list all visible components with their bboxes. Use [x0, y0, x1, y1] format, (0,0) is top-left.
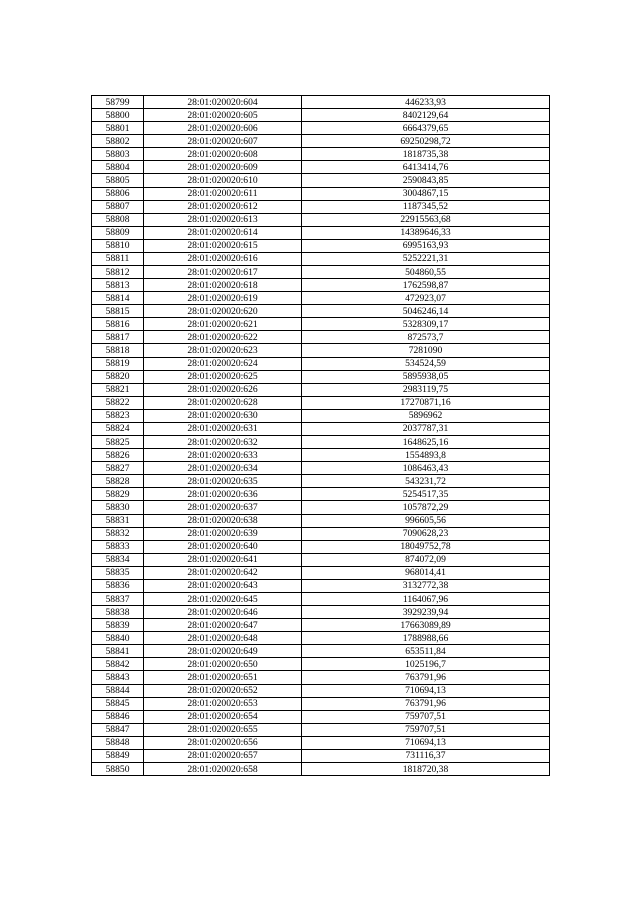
row-number-cell: 58799	[92, 96, 144, 109]
value-cell: 1187345,52	[302, 200, 550, 213]
row-number-cell: 58811	[92, 252, 144, 265]
value-cell: 1762598,87	[302, 279, 550, 292]
cadastral-number-cell: 28:01:020020:646	[144, 606, 302, 619]
row-number-cell: 58838	[92, 606, 144, 619]
table-row	[92, 488, 550, 501]
row-number-cell: 58816	[92, 318, 144, 331]
table-row	[92, 645, 550, 658]
row-number-cell: 58839	[92, 619, 144, 632]
table-row	[92, 449, 550, 462]
table-row	[92, 553, 550, 566]
row-number-cell: 58819	[92, 357, 144, 370]
row-number-cell: 58803	[92, 148, 144, 161]
table-row	[92, 501, 550, 514]
table-row	[92, 462, 550, 475]
table-row	[92, 252, 550, 265]
cadastral-number-cell: 28:01:020020:615	[144, 239, 302, 252]
table-row	[92, 514, 550, 527]
value-cell: 1818735,38	[302, 148, 550, 161]
cadastral-number-cell: 28:01:020020:630	[144, 409, 302, 422]
table-row	[92, 475, 550, 488]
cadastral-number-cell: 28:01:020020:608	[144, 148, 302, 161]
cadastral-number-cell: 28:01:020020:621	[144, 318, 302, 331]
table-row	[92, 226, 550, 239]
row-number-cell: 58834	[92, 553, 144, 566]
value-cell: 653511,84	[302, 645, 550, 658]
cadastral-number-cell: 28:01:020020:658	[144, 762, 302, 775]
cadastral-number-cell: 28:01:020020:656	[144, 736, 302, 749]
value-cell: 759707,51	[302, 723, 550, 736]
table-row	[92, 200, 550, 213]
value-cell: 1086463,43	[302, 462, 550, 475]
value-cell: 17270871,16	[302, 396, 550, 409]
table-row	[92, 606, 550, 619]
cadastral-number-cell: 28:01:020020:637	[144, 501, 302, 514]
table-row	[92, 436, 550, 449]
table-body	[92, 96, 550, 776]
row-number-cell: 58841	[92, 645, 144, 658]
table-row	[92, 383, 550, 396]
row-number-cell: 58835	[92, 566, 144, 579]
row-number-cell: 58825	[92, 436, 144, 449]
table-row	[92, 213, 550, 226]
row-number-cell: 58830	[92, 501, 144, 514]
table-row	[92, 592, 550, 605]
value-cell: 6664379,65	[302, 122, 550, 135]
row-number-cell: 58828	[92, 475, 144, 488]
table-row	[92, 318, 550, 331]
value-cell: 1057872,29	[302, 501, 550, 514]
row-number-cell: 58826	[92, 449, 144, 462]
cadastral-number-cell: 28:01:020020:634	[144, 462, 302, 475]
row-number-cell: 58827	[92, 462, 144, 475]
value-cell: 5252221,31	[302, 252, 550, 265]
cadastral-value-table	[91, 95, 550, 776]
cadastral-number-cell: 28:01:020020:631	[144, 422, 302, 435]
cadastral-number-cell: 28:01:020020:604	[144, 96, 302, 109]
row-number-cell: 58829	[92, 488, 144, 501]
cadastral-number-cell: 28:01:020020:650	[144, 658, 302, 671]
cadastral-number-cell: 28:01:020020:642	[144, 566, 302, 579]
table-row	[92, 422, 550, 435]
value-cell: 543231,72	[302, 475, 550, 488]
row-number-cell: 58804	[92, 161, 144, 174]
value-cell: 472923,07	[302, 292, 550, 305]
cadastral-number-cell: 28:01:020020:648	[144, 632, 302, 645]
cadastral-number-cell: 28:01:020020:617	[144, 266, 302, 279]
value-cell: 1025196,7	[302, 658, 550, 671]
table-row	[92, 109, 550, 122]
value-cell: 69250298,72	[302, 135, 550, 148]
value-cell: 7281090	[302, 344, 550, 357]
value-cell: 2983119,75	[302, 383, 550, 396]
table-row	[92, 357, 550, 370]
cadastral-number-cell: 28:01:020020:636	[144, 488, 302, 501]
row-number-cell: 58833	[92, 540, 144, 553]
cadastral-number-cell: 28:01:020020:606	[144, 122, 302, 135]
cadastral-number-cell: 28:01:020020:651	[144, 671, 302, 684]
value-cell: 8402129,64	[302, 109, 550, 122]
cadastral-number-cell: 28:01:020020:655	[144, 723, 302, 736]
table-row	[92, 749, 550, 762]
table-row	[92, 566, 550, 579]
table-row	[92, 619, 550, 632]
cadastral-number-cell: 28:01:020020:623	[144, 344, 302, 357]
row-number-cell: 58820	[92, 370, 144, 383]
row-number-cell: 58813	[92, 279, 144, 292]
table-row	[92, 762, 550, 775]
value-cell: 1648625,16	[302, 436, 550, 449]
value-cell: 996605,56	[302, 514, 550, 527]
value-cell: 2037787,31	[302, 422, 550, 435]
value-cell: 6995163,93	[302, 239, 550, 252]
cadastral-number-cell: 28:01:020020:652	[144, 684, 302, 697]
value-cell: 763791,96	[302, 697, 550, 710]
value-cell: 2590843,85	[302, 174, 550, 187]
cadastral-number-cell: 28:01:020020:638	[144, 514, 302, 527]
cadastral-number-cell: 28:01:020020:653	[144, 697, 302, 710]
row-number-cell: 58806	[92, 187, 144, 200]
table-row	[92, 579, 550, 592]
value-cell: 18049752,78	[302, 540, 550, 553]
table-row	[92, 305, 550, 318]
value-cell: 710694,13	[302, 736, 550, 749]
value-cell: 3004867,15	[302, 187, 550, 200]
cadastral-number-cell: 28:01:020020:605	[144, 109, 302, 122]
cadastral-number-cell: 28:01:020020:640	[144, 540, 302, 553]
value-cell: 3132772,38	[302, 579, 550, 592]
value-cell: 5896962	[302, 409, 550, 422]
table-row	[92, 710, 550, 723]
cadastral-number-cell: 28:01:020020:645	[144, 592, 302, 605]
row-number-cell: 58800	[92, 109, 144, 122]
table-row	[92, 396, 550, 409]
table-row	[92, 736, 550, 749]
value-cell: 446233,93	[302, 96, 550, 109]
cadastral-number-cell: 28:01:020020:616	[144, 252, 302, 265]
table-row	[92, 723, 550, 736]
cadastral-number-cell: 28:01:020020:647	[144, 619, 302, 632]
row-number-cell: 58840	[92, 632, 144, 645]
value-cell: 1818720,38	[302, 762, 550, 775]
cadastral-number-cell: 28:01:020020:611	[144, 187, 302, 200]
table-row	[92, 279, 550, 292]
table-row	[92, 658, 550, 671]
table-row	[92, 344, 550, 357]
value-cell: 7090628,23	[302, 527, 550, 540]
row-number-cell: 58836	[92, 579, 144, 592]
row-number-cell: 58821	[92, 383, 144, 396]
cadastral-number-cell: 28:01:020020:657	[144, 749, 302, 762]
row-number-cell: 58842	[92, 658, 144, 671]
cadastral-number-cell: 28:01:020020:639	[144, 527, 302, 540]
row-number-cell: 58837	[92, 592, 144, 605]
row-number-cell: 58822	[92, 396, 144, 409]
table-row	[92, 632, 550, 645]
document-page	[91, 95, 549, 776]
cadastral-number-cell: 28:01:020020:613	[144, 213, 302, 226]
table-row	[92, 122, 550, 135]
row-number-cell: 58817	[92, 331, 144, 344]
value-cell: 22915563,68	[302, 213, 550, 226]
value-cell: 5254517,35	[302, 488, 550, 501]
row-number-cell: 58823	[92, 409, 144, 422]
row-number-cell: 58845	[92, 697, 144, 710]
table-row	[92, 409, 550, 422]
table-row	[92, 96, 550, 109]
cadastral-number-cell: 28:01:020020:619	[144, 292, 302, 305]
table-row	[92, 239, 550, 252]
cadastral-number-cell: 28:01:020020:649	[144, 645, 302, 658]
cadastral-number-cell: 28:01:020020:633	[144, 449, 302, 462]
row-number-cell: 58844	[92, 684, 144, 697]
row-number-cell: 58815	[92, 305, 144, 318]
cadastral-number-cell: 28:01:020020:614	[144, 226, 302, 239]
row-number-cell: 58814	[92, 292, 144, 305]
cadastral-number-cell: 28:01:020020:628	[144, 396, 302, 409]
row-number-cell: 58812	[92, 266, 144, 279]
cadastral-number-cell: 28:01:020020:607	[144, 135, 302, 148]
value-cell: 504860,55	[302, 266, 550, 279]
value-cell: 968014,41	[302, 566, 550, 579]
row-number-cell: 58818	[92, 344, 144, 357]
table-row	[92, 671, 550, 684]
table-row	[92, 187, 550, 200]
row-number-cell: 58801	[92, 122, 144, 135]
row-number-cell: 58832	[92, 527, 144, 540]
table-row	[92, 540, 550, 553]
value-cell: 6413414,76	[302, 161, 550, 174]
value-cell: 759707,51	[302, 710, 550, 723]
value-cell: 3929239,94	[302, 606, 550, 619]
table-row	[92, 370, 550, 383]
row-number-cell: 58846	[92, 710, 144, 723]
cadastral-number-cell: 28:01:020020:609	[144, 161, 302, 174]
value-cell: 1554893,8	[302, 449, 550, 462]
value-cell: 874072,09	[302, 553, 550, 566]
value-cell: 731116,37	[302, 749, 550, 762]
cadastral-number-cell: 28:01:020020:626	[144, 383, 302, 396]
cadastral-number-cell: 28:01:020020:618	[144, 279, 302, 292]
value-cell: 5895938,05	[302, 370, 550, 383]
row-number-cell: 58824	[92, 422, 144, 435]
table-row	[92, 527, 550, 540]
row-number-cell: 58809	[92, 226, 144, 239]
cadastral-number-cell: 28:01:020020:620	[144, 305, 302, 318]
value-cell: 14389646,33	[302, 226, 550, 239]
cadastral-number-cell: 28:01:020020:625	[144, 370, 302, 383]
row-number-cell: 58849	[92, 749, 144, 762]
value-cell: 5328309,17	[302, 318, 550, 331]
row-number-cell: 58802	[92, 135, 144, 148]
table-row	[92, 697, 550, 710]
cadastral-number-cell: 28:01:020020:612	[144, 200, 302, 213]
row-number-cell: 58831	[92, 514, 144, 527]
cadastral-number-cell: 28:01:020020:610	[144, 174, 302, 187]
row-number-cell: 58850	[92, 762, 144, 775]
row-number-cell: 58810	[92, 239, 144, 252]
cadastral-number-cell: 28:01:020020:635	[144, 475, 302, 488]
table-row	[92, 161, 550, 174]
cadastral-number-cell: 28:01:020020:641	[144, 553, 302, 566]
row-number-cell: 58843	[92, 671, 144, 684]
table-row	[92, 148, 550, 161]
value-cell: 763791,96	[302, 671, 550, 684]
table-row	[92, 684, 550, 697]
row-number-cell: 58807	[92, 200, 144, 213]
cadastral-number-cell: 28:01:020020:654	[144, 710, 302, 723]
table-row	[92, 174, 550, 187]
value-cell: 872573,7	[302, 331, 550, 344]
table-row	[92, 331, 550, 344]
row-number-cell: 58805	[92, 174, 144, 187]
value-cell: 710694,13	[302, 684, 550, 697]
value-cell: 1788988,66	[302, 632, 550, 645]
table-row	[92, 266, 550, 279]
row-number-cell: 58808	[92, 213, 144, 226]
cadastral-number-cell: 28:01:020020:624	[144, 357, 302, 370]
row-number-cell: 58848	[92, 736, 144, 749]
value-cell: 1164067,96	[302, 592, 550, 605]
cadastral-number-cell: 28:01:020020:643	[144, 579, 302, 592]
cadastral-number-cell: 28:01:020020:622	[144, 331, 302, 344]
row-number-cell: 58847	[92, 723, 144, 736]
cadastral-number-cell: 28:01:020020:632	[144, 436, 302, 449]
value-cell: 17663089,89	[302, 619, 550, 632]
table-row	[92, 135, 550, 148]
value-cell: 534524,59	[302, 357, 550, 370]
table-row	[92, 292, 550, 305]
value-cell: 5046246,14	[302, 305, 550, 318]
